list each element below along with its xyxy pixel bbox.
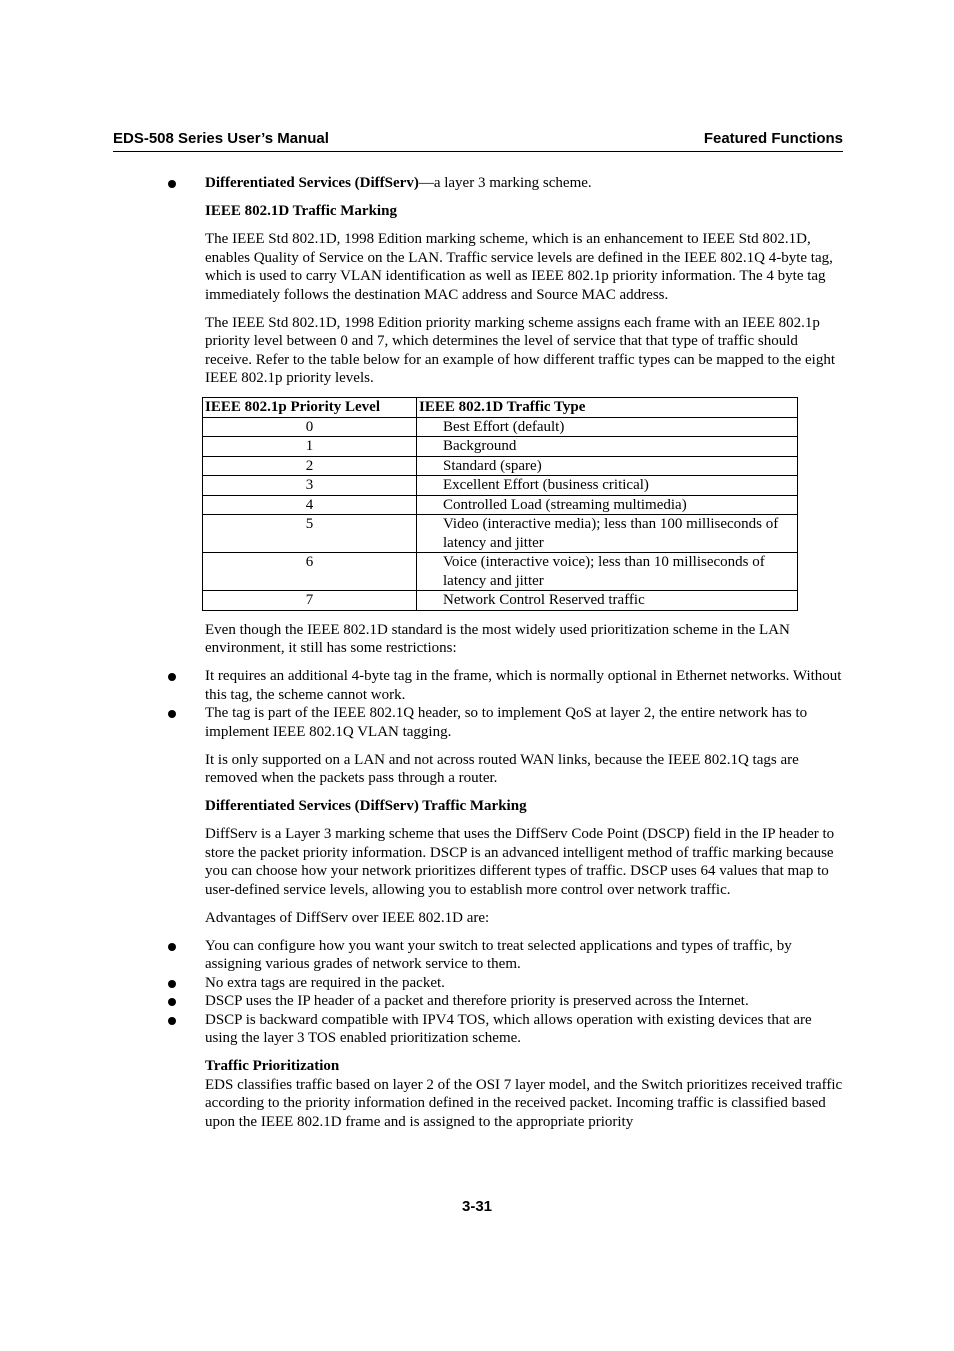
traffic-type-cell: Controlled Load (streaming multimedia) — [417, 495, 798, 515]
restrictions-list — [205, 667, 845, 741]
diffserv-description: —a layer 3 marking scheme. — [418, 175, 592, 191]
traffic-type-cell: Standard (spare) — [417, 456, 798, 476]
paragraph: Even though the IEEE 802.1D standard is the most widely used prioritization scheme in the LAN environment, it still has some restrictions: — [205, 621, 790, 656]
paragraph: The IEEE Std 802.1D, 1998 Edition marking scheme, which is an enhancement to IEEE Std 802.1D, enables Quality of Service on the LAN. Traffic service levels are defined in the IEEE 802.1Q 4-byte tag, which is used to carry VLAN identification as well as IEEE 802.1p priority information. The 4 byte tag immediately follows the destination MAC address and Source MAC address. — [205, 231, 833, 303]
page-body — [205, 174, 845, 1141]
paragraph: It is only supported on a LAN and not across routed WAN links, because the IEEE 802.1Q tags are removed when the packets pass through a router. — [205, 751, 799, 786]
traffic-type-cell: Video (interactive media); less than 100 milliseconds of latency and jitter — [417, 515, 798, 553]
priority-level-cell: 4 — [203, 495, 417, 515]
column-header-traffic-type: IEEE 802.1D Traffic Type — [417, 398, 798, 418]
priority-level-cell: 3 — [203, 476, 417, 496]
table-header-row — [203, 398, 798, 418]
priority-level-cell: 5 — [203, 515, 417, 553]
advantages-list — [205, 937, 845, 1048]
manual-title: EDS-508 Series User’s Manual — [113, 130, 329, 147]
priority-table — [202, 397, 798, 611]
list-item: The tag is part of the IEEE 802.1Q header, so to implement QoS at layer 2, the entire network has to implement IEEE 802.1Q VLAN tagging. — [167, 704, 845, 741]
traffic-type-cell: Background — [417, 437, 798, 457]
priority-level-cell: 7 — [203, 591, 417, 611]
diffserv-term: Differentiated Services (DiffServ) — [205, 175, 419, 191]
traffic-type-cell: Excellent Effort (business critical) — [417, 476, 798, 496]
table-row — [203, 591, 798, 611]
chapter-title: Featured Functions — [703, 130, 843, 147]
section-heading-traffic-prioritization: Traffic Prioritization — [205, 1058, 340, 1074]
list-item: It requires an additional 4-byte tag in the frame, which is normally optional in Ethernet networks. Without this tag, the scheme cannot work. — [167, 667, 845, 704]
table-row — [203, 437, 798, 457]
paragraph: Advantages of DiffServ over IEEE 802.1D are: — [205, 909, 490, 926]
section-heading-8021d: IEEE 802.1D Traffic Marking — [205, 203, 397, 219]
table-row — [203, 456, 798, 476]
page-number: 3-31 — [461, 1198, 493, 1215]
traffic-type-cell: Network Control Reserved traffic — [417, 591, 798, 611]
list-item: DSCP is backward compatible with IPV4 TOS, which allows operation with existing devices that are using the layer 3 TOS enabled prioritization scheme. — [167, 1011, 845, 1048]
list-item: DSCP uses the IP header of a packet and therefore priority is preserved across the Internet. — [167, 992, 845, 1011]
priority-level-cell: 6 — [203, 553, 417, 591]
page-header — [113, 130, 843, 152]
list-item — [167, 174, 845, 193]
priority-level-cell: 1 — [203, 437, 417, 457]
table-row — [203, 417, 798, 437]
paragraph: The IEEE Std 802.1D, 1998 Edition priority marking scheme assigns each frame with an IEEE 802.1p priority level between 0 and 7, which determines the level of service that that type of traffic should receive. Refer to the table below for an example of how different traffic types can be mapped to the eight IEEE 802.1p priority levels. — [205, 314, 836, 386]
table-row — [203, 515, 798, 553]
traffic-type-cell: Best Effort (default) — [417, 417, 798, 437]
traffic-type-cell: Voice (interactive voice); less than 10 milliseconds of latency and jitter — [417, 553, 798, 591]
priority-level-cell: 0 — [203, 417, 417, 437]
paragraph: EDS classifies traffic based on layer 2 of the OSI 7 layer model, and the Switch prioritizes received traffic according to the priority information defined in the received packet. Incoming traffic is classified based upon the IEEE 802.1D frame and is assigned to the appropriate priority — [205, 1076, 843, 1130]
paragraph: DiffServ is a Layer 3 marking scheme that uses the DiffServ Code Point (DSCP) field in the IP header to store the packet priority information. DSCP is an advanced intelligent method of traffic marking because you can choose how your network prioritizes different types of traffic. DSCP uses 64 values that map to user-defined service levels, allowing you to establish more control over network traffic. — [205, 826, 835, 898]
intro-bullet-list — [205, 174, 845, 193]
column-header-priority-level: IEEE 802.1p Priority Level — [203, 398, 417, 418]
list-item: You can configure how you want your switch to treat selected applications and types of traffic, by assigning various grades of network service to them. — [167, 937, 845, 974]
table-row — [203, 476, 798, 496]
section-heading-diffserv: Differentiated Services (DiffServ) Traffic Marking — [205, 798, 527, 814]
list-item: No extra tags are required in the packet. — [167, 974, 845, 993]
table-row — [203, 553, 798, 591]
priority-level-cell: 2 — [203, 456, 417, 476]
table-row — [203, 495, 798, 515]
